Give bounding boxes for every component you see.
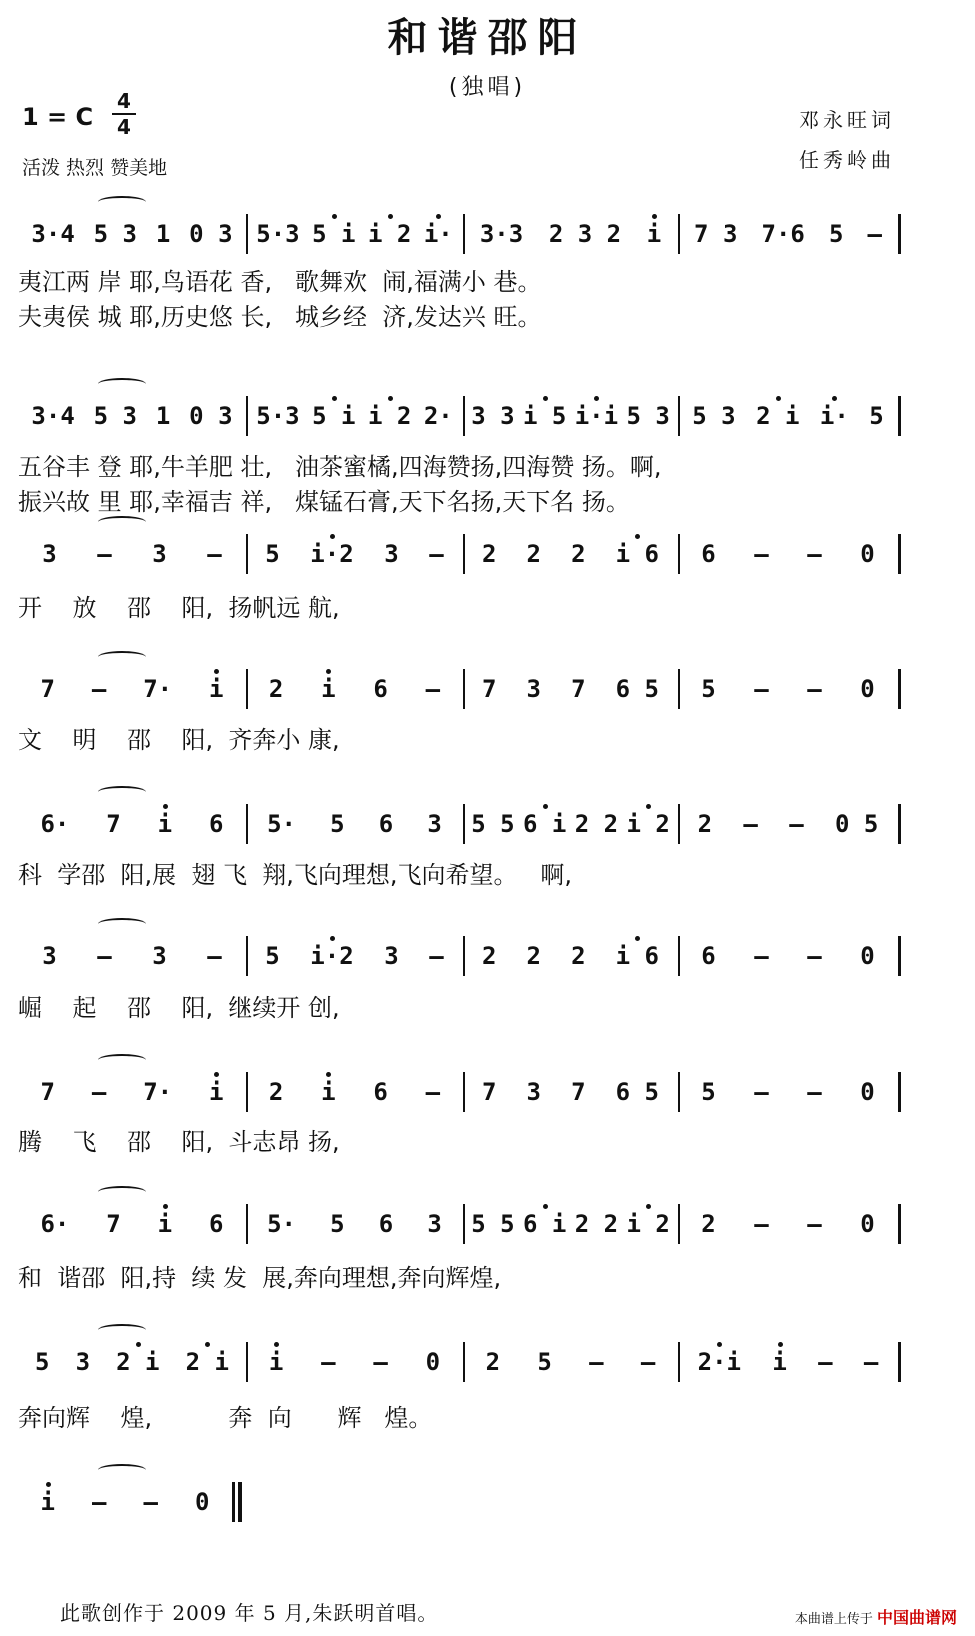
measure bbox=[22, 932, 242, 980]
measure bbox=[250, 1338, 459, 1386]
note: 1 bbox=[155, 402, 171, 430]
notation-line bbox=[18, 1478, 908, 1526]
note: 7 bbox=[40, 1078, 55, 1106]
note: – bbox=[429, 540, 444, 568]
note: – bbox=[91, 1078, 107, 1106]
measure bbox=[682, 800, 894, 848]
note: 2 2 bbox=[574, 810, 619, 838]
note: 3·3 bbox=[479, 220, 524, 248]
measure bbox=[22, 665, 242, 713]
bar-line bbox=[246, 1204, 248, 1244]
note: 5·3 bbox=[256, 220, 300, 248]
note: 3·4 bbox=[31, 402, 75, 430]
note: – bbox=[373, 1348, 388, 1376]
bar-line bbox=[678, 534, 680, 574]
note: 7 3 bbox=[694, 220, 738, 248]
note: – bbox=[92, 1488, 107, 1516]
note: 2· bbox=[423, 402, 453, 430]
bar-line bbox=[246, 1342, 248, 1382]
measure bbox=[250, 932, 459, 980]
note: 0 5 bbox=[834, 810, 879, 838]
note: 2 bbox=[571, 540, 586, 568]
note: 2 2 bbox=[574, 1210, 619, 1238]
bar-line bbox=[463, 1072, 465, 1112]
note: i bbox=[40, 1488, 55, 1516]
meter-bottom: 4 bbox=[117, 115, 131, 139]
note: – bbox=[807, 1078, 822, 1106]
note: i·i bbox=[574, 402, 619, 430]
note: 6 bbox=[701, 942, 716, 970]
note: i bbox=[157, 1210, 173, 1238]
note: – bbox=[754, 1078, 769, 1106]
note: 5·3 bbox=[256, 402, 300, 430]
note: 5 3 bbox=[93, 402, 137, 430]
note: i 6 bbox=[615, 540, 659, 568]
slur bbox=[98, 918, 146, 930]
note: – bbox=[321, 1348, 336, 1376]
note: 5 bbox=[701, 675, 716, 703]
note: 2 i bbox=[756, 402, 800, 430]
note: 0 bbox=[195, 1488, 210, 1516]
note: 2 bbox=[485, 1348, 501, 1376]
note: 5 3 bbox=[626, 402, 670, 430]
slur bbox=[98, 1324, 146, 1336]
lyric-line: 振兴故 里 耶,幸福吉 祥, 煤锰石膏,天下名扬,天下名 扬。 bbox=[18, 488, 630, 516]
note: 6 i bbox=[522, 1210, 567, 1238]
measure bbox=[682, 932, 894, 980]
note: 7· bbox=[143, 675, 173, 703]
measure bbox=[22, 1478, 228, 1526]
note: 5· bbox=[267, 810, 296, 838]
note: 2 bbox=[701, 1210, 716, 1238]
bar-line bbox=[678, 804, 680, 844]
slur bbox=[98, 1186, 146, 1198]
note: i bbox=[321, 675, 336, 703]
measure bbox=[467, 1200, 674, 1248]
note: 5 bbox=[35, 1348, 50, 1376]
measure bbox=[467, 392, 674, 440]
bar-line bbox=[246, 804, 248, 844]
lyric-line: 五谷丰 登 耶,牛羊肥 壮, 油茶蜜橘,四海赞扬,四海赞 扬。啊, bbox=[18, 453, 662, 481]
note: – bbox=[425, 675, 441, 703]
measure bbox=[250, 800, 459, 848]
lyric-line: 奔向辉 煌, 奔 向 辉 煌。 bbox=[18, 1404, 433, 1432]
measure bbox=[682, 530, 894, 578]
note: 2 bbox=[697, 810, 713, 838]
note: – bbox=[754, 1210, 769, 1238]
note: 2 bbox=[526, 540, 541, 568]
note: i· bbox=[819, 402, 849, 430]
note: – bbox=[640, 1348, 656, 1376]
note: i bbox=[321, 1078, 336, 1106]
note: 6 bbox=[209, 810, 224, 838]
lyric-line: 开 放 邵 阳, 扬帆远 航, bbox=[18, 594, 340, 622]
note: i bbox=[772, 1348, 787, 1376]
note: i·2 bbox=[310, 942, 354, 970]
note: 7 bbox=[571, 675, 586, 703]
note: 2 bbox=[482, 942, 497, 970]
note: 5 i bbox=[312, 402, 356, 430]
measure bbox=[250, 392, 459, 440]
bar-line bbox=[463, 669, 465, 709]
note: i bbox=[268, 1348, 284, 1376]
notation-line bbox=[18, 800, 908, 848]
note: 6 bbox=[373, 1078, 388, 1106]
note: 5 bbox=[869, 402, 884, 430]
note: 3 bbox=[384, 540, 399, 568]
note: 0 bbox=[425, 1348, 441, 1376]
note: 7 bbox=[482, 675, 497, 703]
note: – bbox=[743, 810, 758, 838]
note: – bbox=[91, 675, 107, 703]
note: 7·6 bbox=[761, 220, 805, 248]
note: 5 bbox=[330, 1210, 345, 1238]
note: 3·4 bbox=[31, 220, 75, 248]
measure bbox=[250, 210, 459, 258]
meter-top: 4 bbox=[117, 89, 131, 113]
note: 5 bbox=[701, 1078, 716, 1106]
bar-line bbox=[678, 669, 680, 709]
note: 6· bbox=[40, 1210, 70, 1238]
note: i bbox=[209, 1078, 224, 1106]
source-site: 中国曲谱网 bbox=[876, 1608, 957, 1627]
note: 7 bbox=[40, 675, 55, 703]
measure bbox=[682, 1200, 894, 1248]
note: 7 bbox=[106, 1210, 121, 1238]
bar-line bbox=[898, 669, 901, 709]
note: 5 bbox=[265, 942, 280, 970]
note: 1 bbox=[155, 220, 171, 248]
measure bbox=[22, 1068, 242, 1116]
note: 5 bbox=[828, 220, 844, 248]
measure bbox=[22, 392, 242, 440]
note: 3 bbox=[152, 942, 167, 970]
note: 6 bbox=[373, 675, 388, 703]
song-title: 和谐邵阳 bbox=[387, 14, 588, 61]
note: 6 bbox=[378, 1210, 394, 1238]
slur bbox=[98, 651, 146, 663]
note: – bbox=[754, 540, 769, 568]
note: 3 bbox=[427, 810, 442, 838]
measure bbox=[467, 530, 674, 578]
note: i 6 bbox=[615, 942, 659, 970]
note: 5 bbox=[330, 810, 345, 838]
measure bbox=[467, 210, 674, 258]
note: 6 5 bbox=[615, 675, 659, 703]
note: 5 5 bbox=[471, 810, 515, 838]
measure bbox=[22, 530, 242, 578]
note: 6 i bbox=[522, 810, 567, 838]
note: – bbox=[97, 942, 112, 970]
note: 3 bbox=[75, 1348, 91, 1376]
measure bbox=[682, 392, 894, 440]
note: 2 bbox=[268, 675, 284, 703]
note: 5 bbox=[265, 540, 280, 568]
note: 3 bbox=[152, 540, 167, 568]
note: 0 bbox=[860, 1078, 875, 1106]
note: 6· bbox=[40, 810, 70, 838]
lyric-line: 文 明 邵 阳, 齐奔小 康, bbox=[18, 726, 340, 754]
slur bbox=[98, 516, 146, 528]
lyricist-credit: 邓永旺词 bbox=[799, 108, 895, 132]
bar-line bbox=[898, 396, 901, 436]
song-subtitle: (独唱) bbox=[448, 75, 527, 100]
measure bbox=[22, 800, 242, 848]
note: i 2 bbox=[367, 402, 412, 430]
measure bbox=[682, 210, 894, 258]
measure bbox=[467, 800, 674, 848]
note: 5 i bbox=[312, 220, 356, 248]
measure bbox=[250, 530, 459, 578]
measure bbox=[22, 1200, 242, 1248]
note: – bbox=[754, 675, 769, 703]
slur bbox=[98, 1054, 146, 1066]
measure bbox=[22, 210, 242, 258]
lyric-line: 夫夷侯 城 耶,历史悠 长, 城乡经 济,发达兴 旺。 bbox=[18, 303, 542, 331]
note: i bbox=[209, 675, 224, 703]
note: – bbox=[97, 540, 112, 568]
measure bbox=[250, 665, 459, 713]
note: 2 bbox=[482, 540, 497, 568]
measure bbox=[467, 1068, 674, 1116]
lyric-line: 和 谐邵 阳,持 续 发 展,奔向理想,奔向辉煌, bbox=[18, 1264, 502, 1292]
note: i· bbox=[423, 220, 453, 248]
note: – bbox=[807, 540, 822, 568]
note: – bbox=[207, 540, 222, 568]
bar-line bbox=[246, 396, 248, 436]
note: 3 bbox=[42, 942, 57, 970]
note: – bbox=[143, 1488, 158, 1516]
note: 0 bbox=[860, 1210, 875, 1238]
note: – bbox=[207, 942, 222, 970]
bar-line bbox=[678, 1204, 680, 1244]
measure bbox=[682, 1338, 894, 1386]
note: – bbox=[589, 1348, 604, 1376]
note: 2 3 2 bbox=[548, 220, 622, 248]
slur bbox=[98, 196, 146, 208]
note: – bbox=[807, 675, 822, 703]
slur bbox=[98, 786, 146, 798]
note: i 5 bbox=[522, 402, 567, 430]
note: 7 bbox=[482, 1078, 497, 1106]
note: – bbox=[425, 1078, 441, 1106]
slur bbox=[98, 1464, 146, 1476]
bar-line bbox=[898, 1342, 901, 1382]
note: 2·i bbox=[697, 1348, 742, 1376]
note: 7 bbox=[571, 1078, 586, 1106]
note: 3 bbox=[526, 1078, 541, 1106]
notation-line bbox=[18, 392, 908, 440]
bar-line bbox=[246, 1072, 248, 1112]
bar-line bbox=[898, 1204, 901, 1244]
note: 6 5 bbox=[615, 1078, 659, 1106]
note: – bbox=[867, 220, 882, 248]
note: – bbox=[807, 1210, 822, 1238]
note: 3 bbox=[384, 942, 399, 970]
note: 3 bbox=[42, 540, 57, 568]
source-credit bbox=[795, 1605, 957, 1628]
note: 0 3 bbox=[189, 220, 233, 248]
measure bbox=[250, 1200, 459, 1248]
note: 3 3 bbox=[471, 402, 515, 430]
bar-line bbox=[678, 936, 680, 976]
note: i bbox=[646, 220, 662, 248]
note: 7· bbox=[143, 1078, 173, 1106]
bar-line bbox=[678, 214, 680, 254]
note: 5 3 bbox=[692, 402, 736, 430]
measure bbox=[682, 1068, 894, 1116]
lyric-line: 崛 起 邵 阳, 继续开 创, bbox=[18, 994, 340, 1022]
bar-line bbox=[246, 936, 248, 976]
note: – bbox=[807, 942, 822, 970]
note: 5 3 bbox=[93, 220, 137, 248]
note: 0 3 bbox=[189, 402, 233, 430]
final-bar-line bbox=[238, 1482, 242, 1522]
note: 3 bbox=[526, 675, 541, 703]
bar-line bbox=[232, 1482, 235, 1522]
note: 2 i bbox=[185, 1348, 229, 1376]
lyric-line: 腾 飞 邵 阳, 斗志昂 扬, bbox=[18, 1128, 340, 1156]
bar-line bbox=[463, 1342, 465, 1382]
measure bbox=[467, 665, 674, 713]
notation-line bbox=[18, 1068, 908, 1116]
bar-line bbox=[246, 669, 248, 709]
measure bbox=[467, 1338, 674, 1386]
bar-line bbox=[246, 214, 248, 254]
bar-line bbox=[898, 214, 901, 254]
note: 6 bbox=[701, 540, 716, 568]
note: – bbox=[863, 1348, 879, 1376]
bar-line bbox=[463, 534, 465, 574]
note: i 2 bbox=[626, 1210, 670, 1238]
time-signature bbox=[112, 90, 136, 138]
measure bbox=[22, 1338, 242, 1386]
bar-line bbox=[463, 214, 465, 254]
note: i 2 bbox=[626, 810, 670, 838]
bar-line bbox=[463, 1204, 465, 1244]
notation-line bbox=[18, 1200, 908, 1248]
note: 3 bbox=[427, 1210, 442, 1238]
note: 2 bbox=[571, 942, 586, 970]
lyric-line: 科 学邵 阳,展 翅 飞 翔,飞向理想,飞向希望。 啊, bbox=[18, 861, 573, 889]
note: 0 bbox=[860, 942, 875, 970]
notation-line bbox=[18, 1338, 908, 1386]
note: i bbox=[157, 810, 173, 838]
footer-note: 此歌创作于 2009 年 5 月,朱跃明首唱。 bbox=[60, 1601, 439, 1625]
note: – bbox=[818, 1348, 833, 1376]
bar-line bbox=[678, 1342, 680, 1382]
note: 6 bbox=[378, 810, 394, 838]
slur bbox=[98, 378, 146, 390]
composer-credit: 任秀岭曲 bbox=[799, 148, 895, 172]
tempo-marking: 活泼 热烈 赞美地 bbox=[22, 157, 168, 179]
measure bbox=[250, 1068, 459, 1116]
bar-line bbox=[898, 1072, 901, 1112]
bar-line bbox=[246, 534, 248, 574]
notation-line bbox=[18, 932, 908, 980]
note: 5 5 bbox=[471, 1210, 515, 1238]
notation-line bbox=[18, 530, 908, 578]
bar-line bbox=[678, 396, 680, 436]
note: – bbox=[754, 942, 769, 970]
note: 2 i bbox=[116, 1348, 160, 1376]
note: 7 bbox=[106, 810, 121, 838]
note: – bbox=[429, 942, 444, 970]
note: 5· bbox=[267, 1210, 296, 1238]
note: – bbox=[789, 810, 804, 838]
bar-line bbox=[898, 534, 901, 574]
note: 5 bbox=[537, 1348, 552, 1376]
measure bbox=[467, 932, 674, 980]
bar-line bbox=[463, 396, 465, 436]
bar-line bbox=[678, 1072, 680, 1112]
note: 2 bbox=[526, 942, 541, 970]
notation-line bbox=[18, 665, 908, 713]
note: 0 bbox=[860, 540, 875, 568]
source-prefix: 本曲谱上传于 bbox=[794, 1612, 873, 1627]
bar-line bbox=[463, 936, 465, 976]
key-signature: 1 = C bbox=[22, 103, 94, 131]
lyric-line: 夷江两 岸 耶,鸟语花 香, 歌舞欢 闹,福满小 巷。 bbox=[18, 268, 542, 296]
bar-line bbox=[898, 936, 901, 976]
measure bbox=[682, 665, 894, 713]
bar-line bbox=[898, 804, 901, 844]
note: 6 bbox=[209, 1210, 224, 1238]
note: i·2 bbox=[310, 540, 354, 568]
notation-line bbox=[18, 210, 908, 258]
bar-line bbox=[463, 804, 465, 844]
note: i 2 bbox=[367, 220, 412, 248]
note: 2 bbox=[268, 1078, 284, 1106]
note: 0 bbox=[860, 675, 875, 703]
